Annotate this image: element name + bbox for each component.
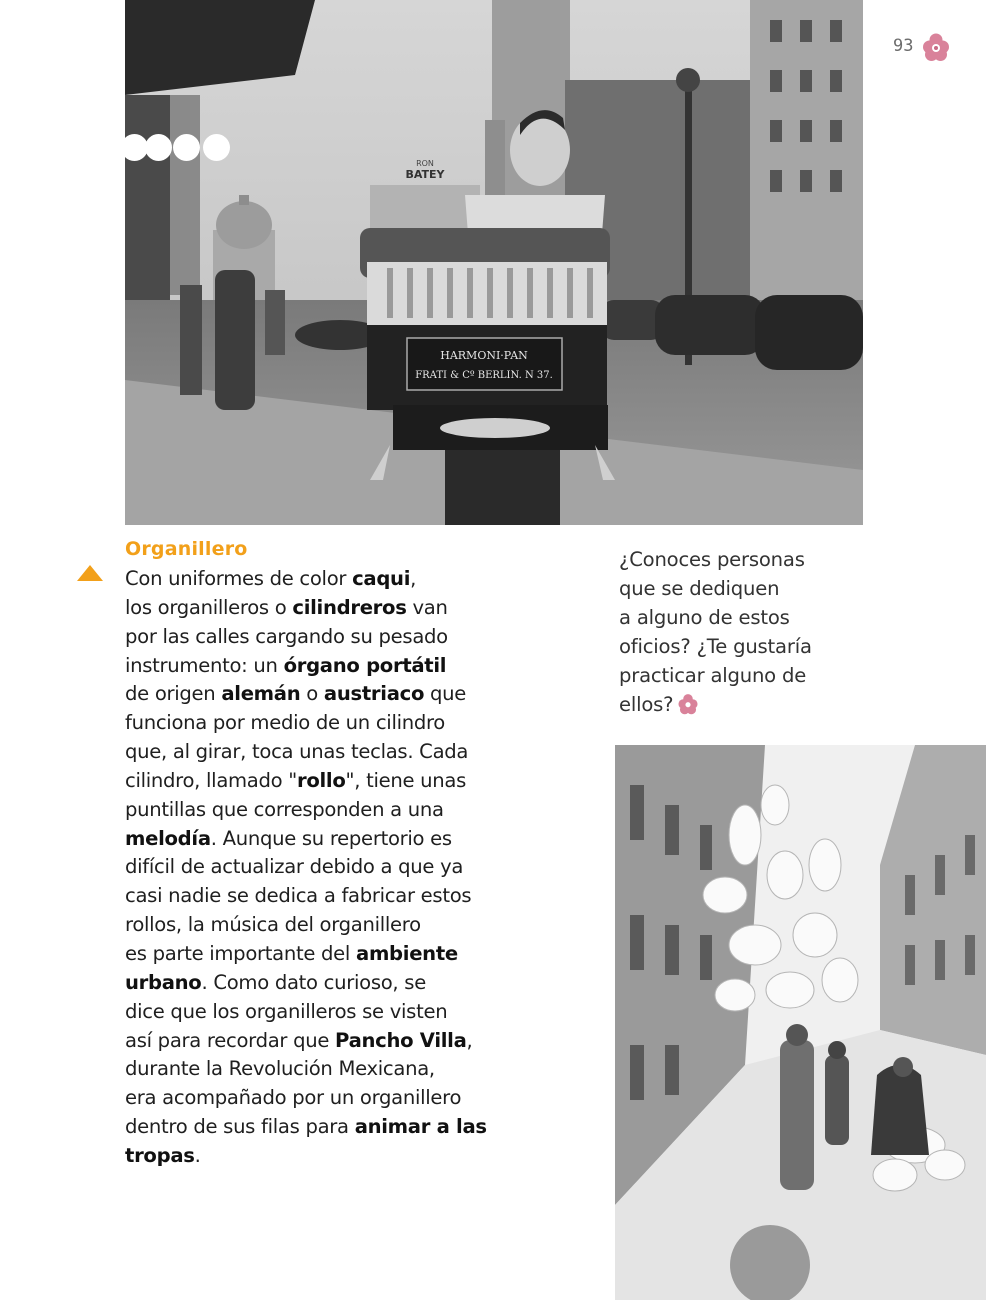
- article-text: los organilleros o: [125, 595, 293, 619]
- organ-plate-line-2: FRATI & Cº BERLIN. N 37.: [415, 370, 553, 381]
- keyword: melodía: [125, 826, 211, 850]
- question-line: practicar alguno de: [619, 663, 807, 687]
- article-text: dice que los organilleros se visten: [125, 999, 448, 1023]
- article-text: era acompañado por un organillero: [125, 1086, 462, 1110]
- article-line: [125, 882, 545, 911]
- sign-name: BATEY: [405, 168, 445, 181]
- keyword: caqui: [352, 567, 411, 590]
- keyword: tropas: [125, 1143, 195, 1167]
- article-line: [125, 623, 545, 652]
- article-line: [125, 911, 545, 940]
- keyword: alemán: [221, 682, 301, 706]
- article-line: [125, 594, 545, 623]
- dot-icon: [173, 134, 200, 161]
- article-line: [125, 1084, 545, 1113]
- article-text: ,: [466, 1028, 473, 1052]
- article-text: que: [424, 682, 467, 706]
- keyword: cilindreros: [292, 595, 407, 619]
- keyword: Pancho Villa: [335, 1028, 467, 1052]
- keyword: animar a las: [354, 1115, 487, 1139]
- article-line: [125, 998, 545, 1027]
- article-text: es parte importante del: [125, 941, 357, 965]
- article-text: ,: [410, 567, 417, 590]
- article-line: [125, 652, 545, 681]
- article-line: [125, 738, 545, 767]
- flower-icon: [921, 32, 951, 62]
- article-line: [125, 1113, 545, 1142]
- organ-grinder-photo: [125, 0, 863, 525]
- page-number: 93: [893, 36, 914, 56]
- dot-icon: [203, 134, 230, 161]
- question-line: a alguno de estos: [619, 605, 790, 629]
- question-block: [619, 546, 959, 719]
- article-line: [125, 853, 545, 882]
- organ-plate-line-1: HARMONI·PAN: [440, 349, 528, 362]
- article-text: por las calles cargando su pesado: [125, 624, 448, 648]
- article-text: .: [194, 1143, 201, 1167]
- question-line: que se dediquen: [619, 576, 780, 600]
- question-line: oficios? ¿Te gustaría: [619, 634, 812, 658]
- keyword: austriaco: [323, 682, 425, 706]
- article-text: instrumento: un: [125, 653, 284, 677]
- triangle-icon: [76, 564, 104, 582]
- question-line: ¿Conoces personas: [619, 548, 805, 571]
- toy-vendor-photo: [615, 745, 986, 1300]
- article-text: . Como dato curioso, se: [201, 970, 426, 994]
- sign-brand: RON: [416, 159, 434, 168]
- section-title: Organillero: [125, 538, 248, 560]
- article-text: o: [300, 682, 324, 706]
- article-line: [125, 940, 545, 969]
- article-line: [125, 565, 545, 594]
- article-text: durante la Revolución Mexicana,: [125, 1057, 435, 1081]
- article-line: [125, 969, 545, 998]
- article-text: puntillas que corresponden a una: [125, 797, 444, 821]
- article-line: [125, 796, 545, 825]
- flower-icon: [677, 693, 699, 715]
- article-text: . Aunque su repertorio es: [210, 826, 452, 850]
- article-line: [125, 680, 545, 709]
- article-line: [125, 1027, 545, 1056]
- article-text: dentro de sus filas para: [125, 1115, 355, 1139]
- question-line: ellos?: [619, 691, 959, 720]
- article-text: cilindro, llamado ": [125, 768, 297, 792]
- article-line: [125, 1055, 545, 1084]
- article-line: [125, 1142, 545, 1171]
- article-text: difícil de actualizar debido a que ya: [125, 855, 464, 879]
- article-text: que, al girar, toca unas teclas. Cada: [125, 740, 469, 764]
- article-text: ", tiene unas: [345, 768, 467, 792]
- keyword: urbano: [125, 970, 202, 994]
- article-text: de origen: [125, 682, 222, 706]
- article-line: [125, 709, 545, 738]
- article-text: así para recordar que: [125, 1028, 336, 1052]
- keyword: órgano portátil: [283, 653, 447, 677]
- dot-icon: [145, 134, 172, 161]
- keyword: rollo: [296, 768, 346, 792]
- keyword: ambiente: [356, 941, 458, 965]
- article-text: funciona por medio de un cilindro: [125, 711, 445, 735]
- dot-icon: [121, 134, 148, 161]
- article-text: Con uniformes de color: [125, 567, 353, 590]
- article-line: [125, 767, 545, 796]
- article-text: casi nadie se dedica a fabricar estos: [125, 884, 472, 908]
- article-line: [125, 825, 545, 854]
- article-text: van: [406, 595, 448, 619]
- article-text: rollos, la música del organillero: [125, 913, 421, 937]
- article-body: [125, 565, 545, 1171]
